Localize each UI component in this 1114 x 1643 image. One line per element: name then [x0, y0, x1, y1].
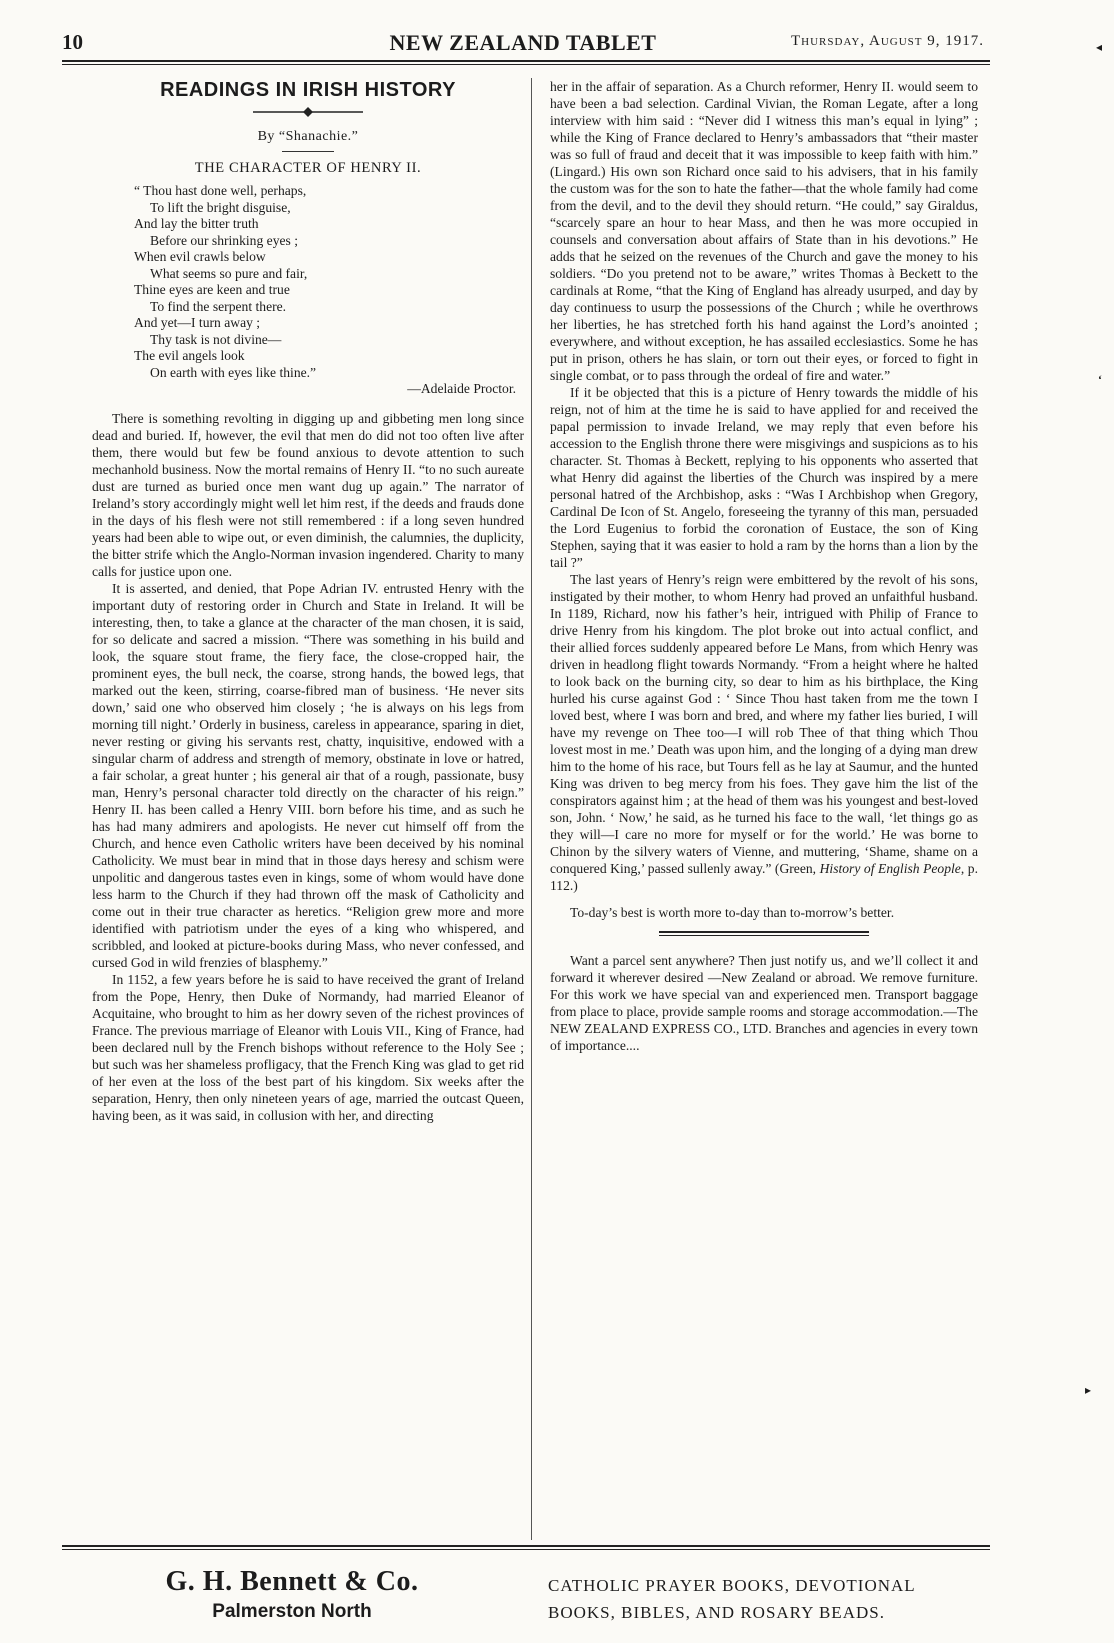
- filler-rule: [659, 931, 869, 936]
- masthead-title: NEW ZEALAND TABLET: [389, 30, 657, 55]
- article-subtitle: THE CHARACTER OF HENRY II.: [194, 160, 422, 176]
- ad-line: CATHOLIC PRAYER BOOKS, DEVOTIONAL: [548, 1576, 916, 1595]
- ornament-rule-icon: [253, 107, 363, 117]
- article-paragraph: her in the affair of separation. As a Church reformer, Henry II. would seem to have been a bad selection. Cardinal Vivian, the Roman Legate, after a long interview with him said : “Never did I witness this man’s equal in lying” ; while the King of France declared to Henry’s ambassadors that “their master was so full of fraud and deceit that it was impossible to keep faith with him.” (Lingard.) His own son Richard once said to his advisers, that in his family the custom was for the son to hate the father—that the whole family had come from the devil, and to the devil they should return. “He could,” say Giraldus, “scarcely spare an hour to hear Mass, and then he was more occupied in counsels and conversation about affairs of State than in his devotions.” He adds that he seized on the revenues of the Church and gave the money to his soldiers. “Do you pretend not to be aware,” writes Thomas à Beckett to the cardinals at Rome, “that the King of England has already usurped, and day by day continuess to usurp the possessions of the Church ; while he overthrows her liberties, he has stretched forth his hand against the Lord’s anointed ; everywhere, and without exception, he has assailed ecclesiastics. Some he has put in prison, others he has slain, or torn out their eyes, or forced to fight in single combat, or to pass through the ordeal of fire and water.”: [550, 79, 978, 383]
- title-ornament: [92, 107, 524, 120]
- footer-rule: [62, 1545, 990, 1550]
- poem-line: On earth with eyes like thine.”: [150, 364, 317, 380]
- margin-mark-icon: ▸: [1085, 1383, 1092, 1397]
- advertiser-town: Palmerston North: [212, 1601, 372, 1622]
- poem-line: To lift the bright disguise,: [150, 199, 291, 215]
- poem-line: When evil crawls below: [134, 249, 266, 264]
- article-paragraph: In 1152, a few years before he is said to have received the grant of Ireland from the Pope, Henry, then Duke of Normandy, had married Eleanor of Acquitaine, who brought to him as her dowry seven of the richest provinces of France. The previous marriage of Eleanor with Louis VII., King of France, had been declared null by the French bishops without reference to the Holy See ; but such was her shameless profligacy, that the French King was glad to get rid of her even at the loss of the best part of his kingdom. Six weeks after the separation, Henry, then only nineteen years of age, married the outcast Queen, having been, as it was said, in collusion with her, and directing: [92, 971, 524, 1123]
- right-column: [550, 78, 978, 1054]
- page-header: [62, 30, 984, 54]
- poem-line: To find the serpent there.: [150, 298, 287, 314]
- article-paragraph: [550, 571, 978, 894]
- left-column: [92, 78, 524, 1124]
- bennett-advertisement: [92, 1567, 492, 1623]
- page-number: 10: [62, 30, 83, 54]
- article-paragraph: If it be objected that this is a picture of Henry towards the middle of his reign, not of him at the time he is said to have applied for and received the papal permission to invade Ireland, we may reply that even before his accession to the English throne there were misgivings and suspicions as to his character. St. Thomas à Beckett, replying to his opponents who asserted that what Henry did against the liberties of the Church was inspired by a mere personal hatred of the Archbishop, asks : “Was I Archbishop when Gregory, Cardinal De Icon of St. Angelo, foreseeing the tyranny of this man, persuaded the Lord Eugenius to forbid the coronation of Eustace, the son of King Stephen, saying that it was easier to hold a ram by the horns than a lion by the tail ?”: [550, 385, 978, 570]
- filler-block: [550, 904, 978, 921]
- margin-mark-icon: ‘: [1098, 372, 1102, 386]
- article-byline: By “Shanachie.”: [257, 129, 359, 144]
- notice-text: Want a parcel sent anywhere? Then just notify us, and we’ll collect it and forward it wherever desired —New Zealand or abroad. We remove furniture. For this work we have special van and experienced men. Transport baggage from place to place, provide sample rooms and storage accommodation.—The NEW ZEALAND EXPRESS CO., LTD. Branches and agencies in every town of importance....: [550, 953, 978, 1053]
- poem-line: “ Thou hast done well, perhaps,: [134, 183, 307, 198]
- paragraph-text: The last years of Henry’s reign were embittered by the revolt of his sons, instigated by their mother, to whom Henry had proved an unfaithful husband. In 1189, Richard, now his father’s heir, intrigued with Philip of France to drive Henry from his kingdom. The plot broke out into actual conflict, and their allied forces suddenly appeared before Le Mans, from which Henry was driven in headlong flight towards Normandy. “From a height where he halted to look back on the burning city, so dear to him as his birthplace, the King hurled his curse against God : ‘ Since Thou hast taken from me the town I loved best, where I was born and bred, and where my father lies buried, I will have my revenge on Thee too—I will rob Thee of that thing which Thou lovest most in me.’ Death was upon him, and the longing of a dying man drew him to the home of his race, but Tours fell as he lay at Saumur, and the hunted King was driven to beg mercy from his foes. They gave him the list of the conspirators against him ; at the head of them was his youngest and best-loved son, John. ‘ Now,’ he said, as he turned his face to the wall, ‘let things go as they will—I care no more for myself or for the world.’ He was borne to Chinon by the silvery waters of Vienne, and muttering, ‘Shame, shame on a conquered King,’ passed sullenly away.” (Green,: [550, 572, 978, 876]
- poem-line: And yet—I turn away ;: [134, 315, 261, 330]
- citation-title: History of English People: [819, 861, 961, 876]
- poem-line: Thy task is not divine—: [150, 331, 282, 347]
- article-paragraph: There is something revolting in digging up and gibbeting men long since dead and buried. If, however, the evil that men do did not too often live after them, there would but few be found anxious to devote attention to such mechanhold business. Now the mortal remains of Henry II. “to no such aureate dust are turned as buried once men want dug up again.” The narrator of Ireland’s story accordingly might well let him rest, if the deeds and frauds done in the days of his flesh were not still remembered : if a long seven hundred years had been able to wipe out, or even diminish, the calumnies, the duplicity, the bitter strife which the Anglo-Norman invasion ingendered. Charity to many calls for justice upon one.: [92, 410, 524, 579]
- poem-line: Thine eyes are keen and true: [134, 282, 290, 297]
- poem-line: The evil angels look: [134, 348, 245, 363]
- epigraph-poem: [134, 183, 524, 398]
- article-paragraph: It is asserted, and denied, that Pope Adrian IV. entrusted Henry with the important duty of restoring order in Church and State in Ireland. It will be interesting, then, to take a glance at the character of the man chosen, it is said, for so delicate and sacred a mission. “There was something in his build and look, the square stout frame, the fiery face, the close-cropped hair, the prominent eyes, the bull neck, the coarse, strong hands, the bowed legs, that marked out the keen, stirring, coarse-fibred man of business. ‘He never sits down,’ said one who observed him closely ; ‘he is always on his legs from morning till night.’ Orderly in business, careless in appearance, sparing in diet, never resting or giving his servants rest, chatty, inquisitive, endowed with a singular charm of address and strength of memory, obstinate in love or hatred, a fair scholar, a great hunter ; his general air that of a rough, passionate, busy man, Henry’s personal character told directly on the character of his reign.” Henry II. has been called a Henry VIII. born before his time, and as such he has had many admirers and apologists. He never cut himself off from the Church, and hence even Catholic writers have been deceived by his nominal Catholicity. We must bear in mind that in those days heresy and schism were unpolitic and dangerous tastes even in kings, some of whom would have done less harm to the Church if they had thrown off the mask of Catholicity and come out in their true character as heretics. “Religion grew more and more identified with patriotism under the eyes of a king who whispered, and scribbled, and looked at picture-books during Mass, who never confessed, and cursed God in wild frenzies of blasphemy.”: [92, 580, 524, 970]
- ad-line: BOOKS, BIBLES, AND ROSARY BEADS.: [548, 1603, 885, 1622]
- filler-text: To-day’s best is worth more to-day than to-morrow’s better.: [570, 905, 895, 920]
- poem-attribution: —Adelaide Proctor.: [407, 381, 516, 396]
- issue-date: Thursday, August 9, 1917.: [791, 33, 984, 49]
- byline-rule: [282, 151, 334, 152]
- books-advertisement: [548, 1572, 978, 1626]
- column-divider: [531, 78, 532, 1540]
- header-rule: [62, 60, 990, 65]
- article-title: READINGS IN IRISH HISTORY: [160, 79, 456, 101]
- express-notice: [550, 952, 978, 1054]
- poem-line: Before our shrinking eyes ;: [150, 232, 298, 248]
- margin-mark-icon: ◂: [1096, 40, 1103, 54]
- poem-line: And lay the bitter truth: [134, 216, 259, 231]
- advertiser-name: G. H. Bennett & Co.: [165, 1566, 419, 1597]
- citation-tail: , p. 112.): [550, 861, 978, 893]
- poem-line: What seems so pure and fair,: [150, 265, 308, 281]
